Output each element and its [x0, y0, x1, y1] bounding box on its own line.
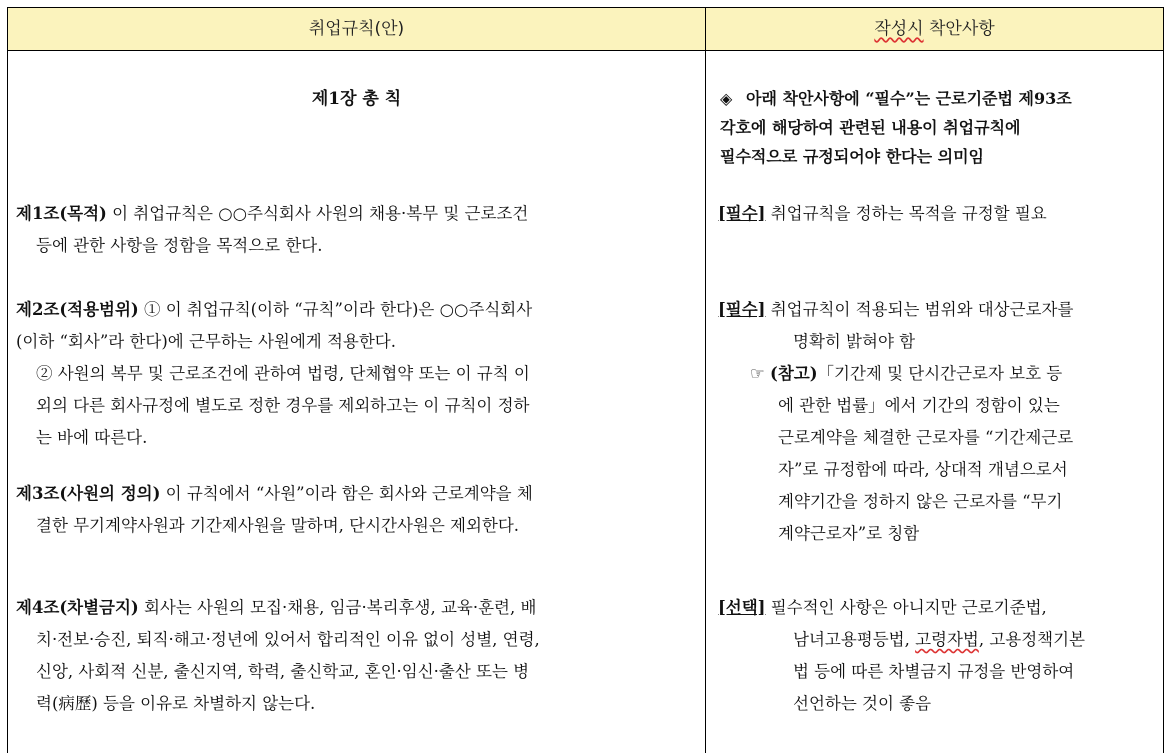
reference-label: (참고) [770, 364, 818, 383]
article-text: 는 바에 따른다. [36, 428, 148, 447]
spellcheck-word: 고령자법 [915, 630, 979, 649]
left-column-title: 취업규칙(안) [308, 19, 405, 39]
article-text: 회사는 사원의 모집·채용, 임금·복리후생, 교육·훈련, 배 [138, 598, 537, 617]
reference-text: 계약근로자”로 칭함 [778, 524, 920, 543]
column-divider [705, 8, 706, 753]
notice-line: 각호에 해당하여 관련된 내용이 취업규칙에 [720, 118, 1021, 137]
note-text: 필수적인 사항은 아니지만 근로기준법, [765, 598, 1047, 617]
article-text: 외의 다른 회사규정에 별도로 정한 경우를 제외하고는 이 규칙이 정하 [36, 396, 530, 415]
pointing-hand-icon: ☞ [750, 364, 765, 383]
note-text: 명확히 밝혀야 함 [793, 332, 916, 351]
article-title: 제4조(차별금지) [16, 598, 139, 617]
reference-text: 자”로 규정함에 따라, 상대적 개념으로서 [778, 460, 1068, 479]
required-tag: [필수] [718, 204, 766, 223]
document-table [7, 7, 1164, 753]
article-text: 치·전보·승진, 퇴직·해고·정년에 있어서 합리적인 이유 없이 성별, 연령, [36, 630, 540, 649]
article-text: ① 이 취업규칙(이하 “규칙”이라 한다)은 ○○주식회사 [138, 300, 533, 319]
article-1 [16, 198, 698, 262]
notice-line: 아래 착안사항에 “필수”는 근로기준법 제93조 [746, 89, 1072, 108]
article-title: 제1조(목적) [16, 204, 107, 223]
note-text: 선언하는 것이 좋음 [793, 694, 932, 713]
article-text: 이 취업규칙은 ○○주식회사 사원의 채용·복무 및 근로조건 [106, 204, 529, 223]
article-2 [16, 294, 698, 454]
note-1 [718, 198, 1158, 230]
article-title: 제3조(사원의 정의) [16, 484, 161, 503]
article-text: 력(病歷) 등을 이유로 차별하지 않는다. [36, 694, 316, 713]
reference-text: 계약기간을 정하지 않은 근로자를 “무기 [778, 492, 1063, 511]
note-text: 취업규칙을 정하는 목적을 규정할 필요 [765, 204, 1047, 223]
right-title-rest: 착안사항 [923, 19, 995, 39]
article-text: 등에 관한 사항을 정함을 목적으로 한다. [36, 236, 323, 255]
right-column-title [706, 8, 1163, 50]
note-text: 취업규칙이 적용되는 범위와 대상근로자를 [765, 300, 1074, 319]
note-2 [718, 294, 1158, 550]
article-text: (이하 “회사”라 한다)에 근무하는 사원에게 적용한다. [16, 332, 396, 351]
required-tag: [필수] [718, 300, 766, 319]
reference-text: 근로계약을 체결한 근로자를 “기간제근로 [778, 428, 1074, 447]
notice-block [720, 84, 1150, 171]
reference-text: 에 관한 법률」에서 기간의 정함이 있는 [778, 396, 1060, 415]
note-text: 법 등에 따른 차별금지 규정을 반영하여 [793, 662, 1075, 681]
note-text: , 고용정책기본 [978, 630, 1085, 649]
diamond-icon: ◈ [720, 89, 733, 108]
reference-text: 「기간제 및 단시간근로자 보호 등 [817, 364, 1063, 383]
article-3 [16, 478, 698, 542]
article-4 [16, 592, 698, 720]
article-title: 제2조(적용범위) [16, 300, 139, 319]
article-text: 이 규칙에서 “사원”이라 함은 회사와 근로계약을 체 [160, 484, 533, 503]
table-header [8, 8, 1163, 51]
note-text: 남녀고용평등법, [793, 630, 916, 649]
note-4 [718, 592, 1158, 720]
article-text: ② 사원의 복무 및 근로조건에 관하여 법령, 단체협약 또는 이 규칙 이 [36, 364, 530, 383]
chapter-title: 제1장 총 칙 [311, 89, 402, 109]
notice-line: 필수적으로 규정되어야 한다는 의미임 [720, 147, 985, 166]
optional-tag: [선택] [718, 598, 766, 617]
spellcheck-word: 작성시 [874, 19, 924, 39]
article-text: 결한 무기계약사원과 기간제사원을 말하며, 단시간사원은 제외한다. [36, 516, 520, 535]
article-text: 신앙, 사회적 신분, 출신지역, 학력, 출신학교, 혼인·임신·출산 또는 병 [36, 662, 530, 681]
